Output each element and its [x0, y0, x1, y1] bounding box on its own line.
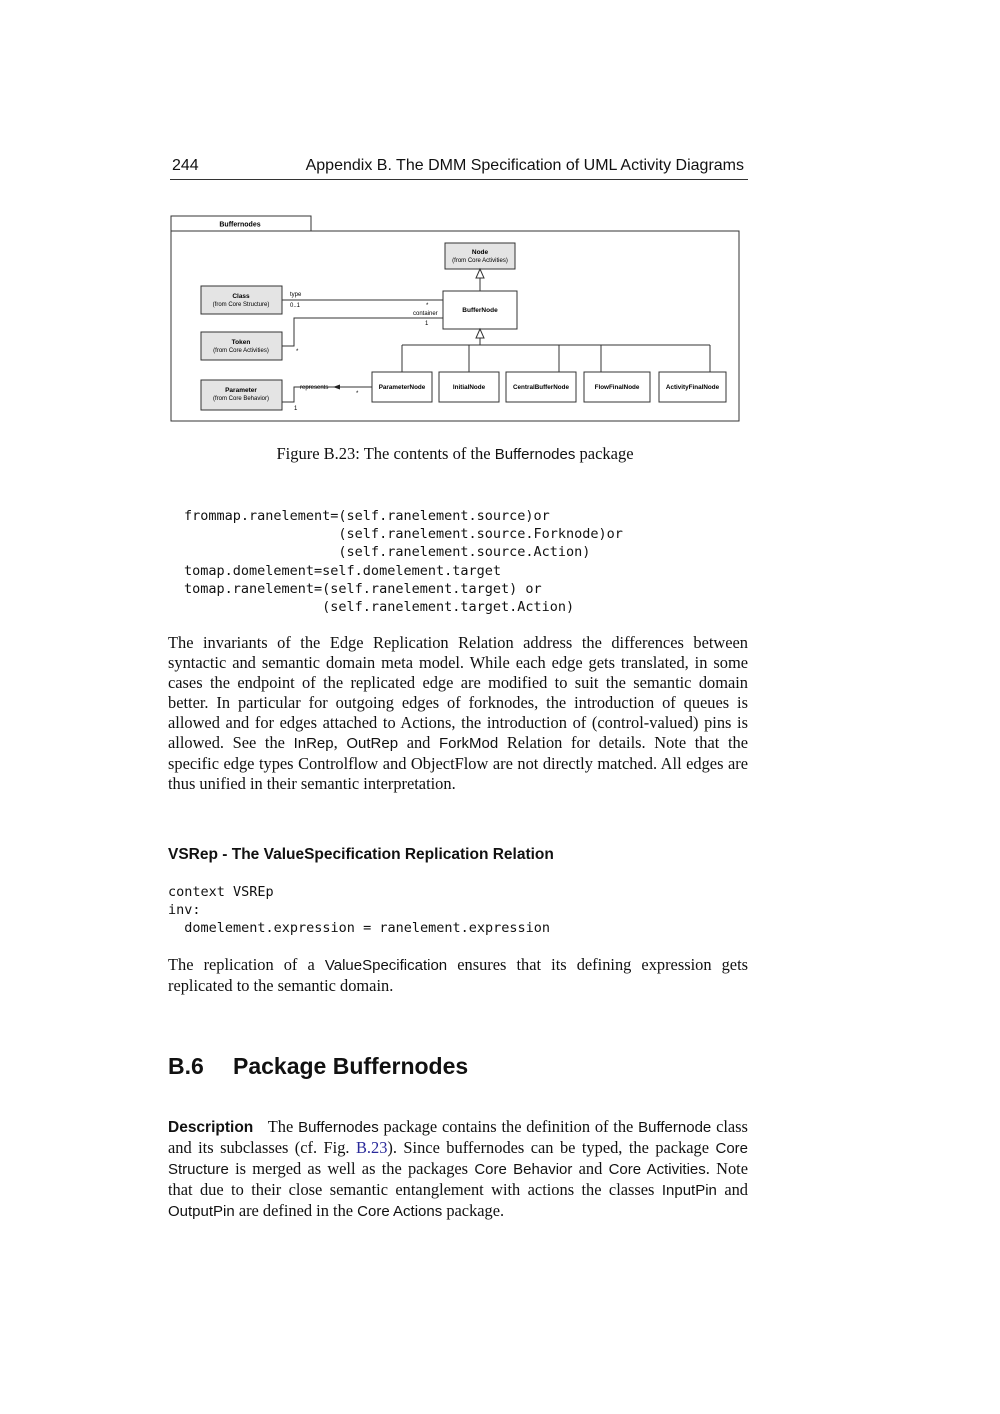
- package-name: Core Activities: [608, 1161, 706, 1178]
- buffernode-class-name: BufferNode: [462, 307, 498, 314]
- subclass-name: CentralBufferNode: [513, 384, 569, 391]
- class-name: Buffernode: [638, 1119, 712, 1136]
- text-run: The: [267, 1117, 294, 1136]
- text-run: The invariants of the Edge Replication Relation address the differences between syntactic and semantic domain meta model. While each edge gets translated, in some cases the endpoint of the replicated edge are modified to suit the semantic domain better. In particular for outgoing edges of forknodes, the introduction of queues is allowed and for edges attached to Actions, the introduction of (control-valued) pins is allowed. See the: [168, 633, 748, 752]
- package-name: Core Actions: [357, 1203, 443, 1220]
- section-title: Package Buffernodes: [233, 1053, 469, 1079]
- subclass-box: [372, 372, 432, 402]
- run-in-heading: Description: [168, 1119, 254, 1136]
- parameter-class-box: [201, 380, 282, 410]
- represents-param-multiplicity: 1: [294, 406, 298, 412]
- text-run: . Note that due to their close semantic entanglement with actions the classes: [168, 1159, 748, 1199]
- section-number: B.6: [168, 1053, 204, 1079]
- paragraph-edge-invariants: [168, 633, 748, 794]
- parameter-class-name: Parameter: [225, 387, 257, 394]
- node-class-origin: (from Core Activities): [452, 258, 508, 264]
- text-run: and: [724, 1180, 748, 1199]
- text-run: package contains the definition of the: [383, 1117, 634, 1136]
- buffernode-class-box: [443, 291, 517, 329]
- class-class-origin: (from Core Structure): [212, 302, 270, 308]
- class-name: ValueSpecification: [324, 957, 448, 974]
- subclass-name: ActivityFinalNode: [665, 384, 720, 391]
- subclass-box: [506, 372, 576, 402]
- container-multiplicity: 1: [425, 321, 429, 327]
- represents-node-multiplicity: *: [356, 391, 359, 397]
- text-run: package.: [446, 1201, 505, 1220]
- subclass-name: FlowFinalNode: [594, 384, 640, 391]
- subclass-box: [659, 372, 726, 402]
- subclass-box: [439, 372, 499, 402]
- code-block-edge-mapping: frommap.ranelement=(self.ranelement.source)or (self.ranelement.source.Forknode)or (self.ranelement.source.Action) tomap.domelement=self.domelement.target tomap.ranelement=(self.ranelement.target) or (self.ranelement.target.Action): [184, 508, 623, 616]
- vsrep-subheading: VSRep - The ValueSpecification Replication Relation: [168, 846, 554, 863]
- subclass-name: InitialNode: [452, 384, 486, 391]
- type-role-label: type: [290, 292, 302, 298]
- subclass-box: [584, 372, 650, 402]
- paragraph-vsrep: [168, 955, 748, 996]
- token-multiplicity: *: [296, 349, 299, 355]
- figure-caption: [170, 444, 740, 464]
- paragraph-buffernodes-description: [168, 1117, 748, 1222]
- section-heading: [168, 1053, 468, 1080]
- text-run: ,: [333, 733, 338, 752]
- package-name: Buffernodes: [298, 1119, 379, 1136]
- caption-suffix: package: [579, 444, 634, 463]
- relation-name: OutRep: [346, 735, 399, 752]
- text-run: ensures that its defining expression gets replicated to the semantic domain.: [168, 955, 748, 995]
- parameter-class-origin: (from Core Behavior): [212, 396, 270, 402]
- container-role-label: container: [413, 311, 438, 317]
- text-run: The replication of a: [168, 955, 315, 974]
- represents-role-label: represents: [300, 385, 329, 391]
- text-run: Relation for details. Note that the specific edge types Controlflow and ObjectFlow are not directly matched. All edges are thus unified in their semantic interpretation.: [168, 733, 748, 793]
- token-class-name: Token: [231, 339, 251, 346]
- text-run: is merged as well as the packages: [235, 1159, 469, 1178]
- node-class-name: Node: [471, 249, 489, 256]
- text-run: ). Since buffernodes can be typed, the package: [387, 1138, 710, 1157]
- package-name: Buffernodes: [219, 221, 261, 229]
- package-name: Core Structure: [168, 1140, 749, 1178]
- figure-reference-link[interactable]: B.23: [356, 1138, 388, 1157]
- code-block-vsrep: context VSREp inv: domelement.expression = ranelement.expression: [168, 884, 551, 937]
- uml-diagram-svg: [170, 214, 740, 424]
- subclass-name: ParameterNode: [378, 384, 426, 391]
- type-multiplicity: 0..1: [290, 303, 301, 309]
- class-class-box: [201, 286, 282, 314]
- type-buffer-multiplicity: *: [426, 303, 429, 309]
- node-class-box: [445, 243, 515, 269]
- text-run: are defined in the: [238, 1201, 354, 1220]
- page-number: 244: [172, 157, 199, 174]
- text-run: and: [406, 733, 431, 752]
- text-run: and: [578, 1159, 603, 1178]
- token-class-origin: (from Core Activities): [213, 348, 269, 354]
- token-class-box: [201, 332, 282, 360]
- uml-diagram: [170, 214, 740, 424]
- caption-package-name: Buffernodes: [494, 446, 576, 463]
- relation-name: InRep: [293, 735, 334, 752]
- running-title: Appendix B. The DMM Specification of UML Activity Diagrams: [305, 157, 744, 174]
- caption-prefix: Figure B.23: The contents of the: [276, 444, 491, 463]
- running-header: [170, 157, 748, 180]
- class-name: InputPin: [661, 1182, 717, 1199]
- class-name: OutputPin: [168, 1203, 235, 1220]
- class-class-name: Class: [232, 293, 250, 300]
- relation-name: ForkMod: [439, 735, 499, 752]
- text-run: class and its subclasses (cf. Fig.: [168, 1117, 748, 1157]
- package-name: Core Behavior: [474, 1161, 573, 1178]
